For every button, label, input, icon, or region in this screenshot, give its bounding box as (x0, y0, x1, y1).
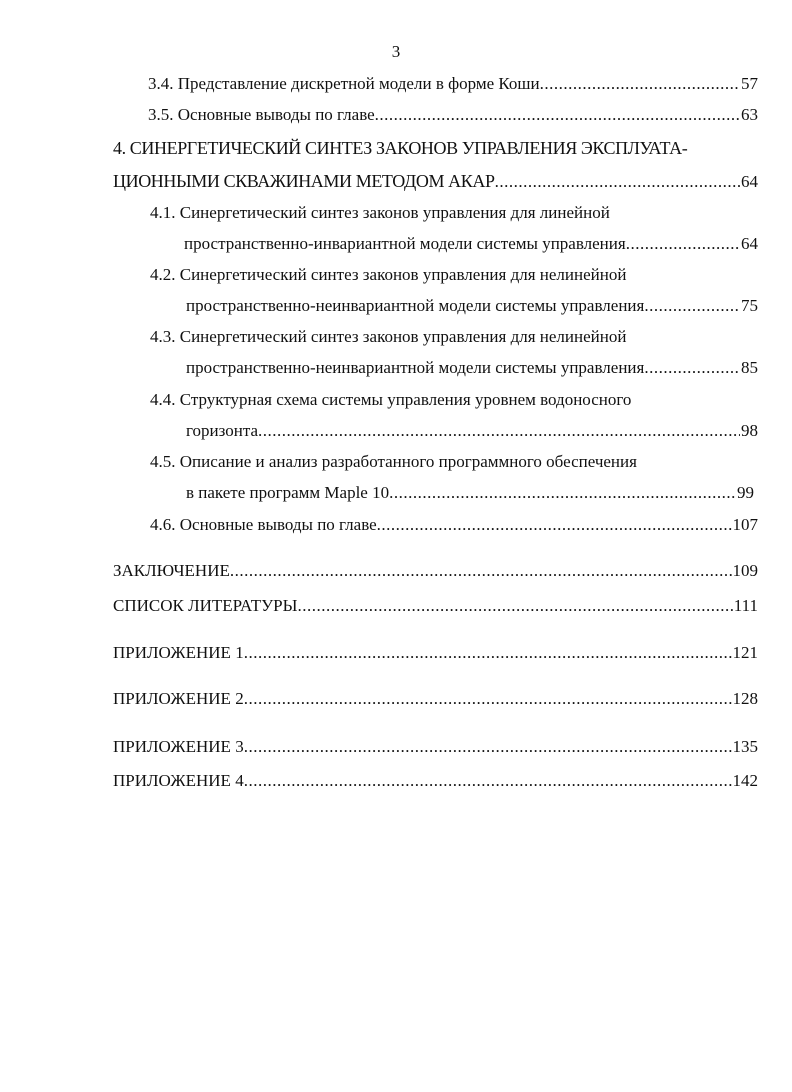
chapter-4-heading-text: ЦИОННЫМИ СКВАЖИНАМИ МЕТОДОМ АКАР (113, 171, 495, 191)
dot-leader (258, 420, 740, 442)
toc-entry-4-5-line1: 4.5. Описание и анализ разработанного программного обеспечения (150, 452, 637, 471)
toc-entry-title: пространственно-инвариантной модели системы управления (184, 234, 626, 253)
dot-leader (375, 104, 740, 126)
dot-leader (377, 514, 732, 536)
toc-entry-page: 121 (732, 643, 758, 662)
toc-entry-page: 142 (732, 771, 758, 790)
toc-entry-appendix-4 (113, 770, 758, 792)
toc-entry-4-5-line2 (186, 482, 754, 504)
toc-entry-3-5 (148, 104, 758, 126)
toc-entry-page: 85 (741, 358, 758, 377)
toc-entry-title: горизонта (186, 421, 259, 440)
toc-entry-appendix-1 (113, 642, 758, 664)
page-number: 3 (391, 42, 401, 61)
toc-entry-4-4-line2 (186, 420, 758, 442)
dot-leader (230, 560, 732, 582)
toc-entry-appendix-3 (113, 736, 758, 758)
dot-leader (389, 482, 736, 504)
toc-entry-title: пространственно-неинвариантной модели системы управления (186, 296, 645, 315)
toc-entry-title: ЗАКЛЮЧЕНИЕ (113, 561, 230, 580)
toc-entry-page: 99 (737, 483, 754, 502)
toc-entry-page: 109 (732, 561, 758, 580)
toc-entry-4-1-line1: 4.1. Синергетический синтез законов управления для линейной (150, 203, 610, 222)
dot-leader (297, 595, 732, 617)
dot-leader (540, 73, 740, 95)
toc-entry-4-6 (150, 514, 758, 536)
dot-leader (644, 357, 740, 379)
toc-entry-page: 98 (741, 421, 758, 440)
toc-entry-title: СПИСОК ЛИТЕРАТУРЫ (113, 596, 298, 615)
toc-entry-3-4 (148, 73, 758, 95)
dot-leader (244, 688, 732, 710)
toc-entry-references (113, 595, 758, 617)
toc-entry-title: 3.5. Основные выводы по главе (148, 105, 375, 124)
toc-entry-page: 107 (732, 515, 758, 534)
toc-entry-page: 128 (732, 689, 758, 708)
toc-entry-appendix-2 (113, 688, 758, 710)
chapter-4-heading-line1: 4. СИНЕРГЕТИЧЕСКИЙ СИНТЕЗ ЗАКОНОВ УПРАВЛЕНИЯ ЭКСПЛУАТА- (113, 138, 688, 158)
dot-leader (244, 642, 732, 664)
toc-entry-4-1-line2 (184, 233, 758, 255)
chapter-4-heading-line2 (113, 170, 758, 193)
dot-leader (644, 295, 740, 317)
toc-entry-4-2-line2 (186, 295, 758, 317)
toc-entry-4-4-line1: 4.4. Структурная схема системы управления уровнем водоносного (150, 390, 632, 409)
dot-leader (244, 736, 732, 758)
toc-entry-title: 3.4. Представление дискретной модели в форме Коши (148, 74, 540, 93)
dot-leader (495, 171, 740, 193)
toc-entry-title: ПРИЛОЖЕНИЕ 2 (113, 689, 244, 708)
toc-entry-page: 63 (741, 105, 758, 124)
toc-entry-title: 4.6. Основные выводы по главе (150, 515, 377, 534)
toc-entry-title: ПРИЛОЖЕНИЕ 1 (113, 643, 244, 662)
toc-entry-conclusion (113, 560, 758, 582)
toc-entry-page: 57 (741, 74, 758, 93)
toc-entry-page: 111 (733, 596, 758, 615)
toc-entry-4-3-line1: 4.3. Синергетический синтез законов управления для нелинейной (150, 327, 627, 346)
toc-entry-page: 64 (741, 172, 758, 191)
toc-entry-title: пространственно-неинвариантной модели системы управления (186, 358, 645, 377)
toc-entry-page: 64 (741, 234, 758, 253)
dot-leader (244, 770, 732, 792)
toc-entry-page: 75 (741, 296, 758, 315)
dot-leader (626, 233, 740, 255)
toc-entry-4-3-line2 (186, 357, 758, 379)
toc-entry-title: ПРИЛОЖЕНИЕ 4 (113, 771, 244, 790)
toc-entry-page: 135 (732, 737, 758, 756)
toc-entry-4-2-line1: 4.2. Синергетический синтез законов управления для нелинейной (150, 265, 627, 284)
toc-entry-title: ПРИЛОЖЕНИЕ 3 (113, 737, 244, 756)
toc-entry-title: в пакете программ Maple 10 (186, 483, 390, 502)
